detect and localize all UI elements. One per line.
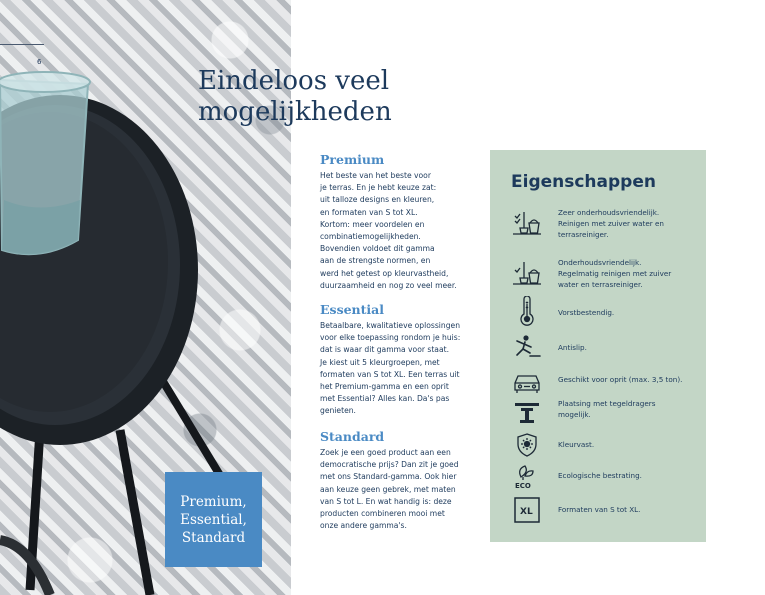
body-line: je terras. En je hebt keuze zat: (320, 183, 437, 193)
section-essential (320, 302, 485, 429)
xl-size-icon (512, 497, 542, 523)
property-line: Onderhoudsvriendelijk. (558, 258, 642, 267)
body-line: en formaten van S tot XL. (320, 207, 418, 217)
sun-shield-icon (512, 432, 542, 458)
body-line: voor elke toepassing rondom je huis: (320, 333, 461, 343)
property-line: Geschikt voor oprit (max. 3,5 ton). (558, 375, 683, 384)
section-title: Essential (320, 302, 385, 317)
body-line: aan keuze geen gebrek, met maten (320, 484, 456, 494)
property-text (558, 207, 664, 241)
car-icon (512, 369, 542, 395)
eco-icon-label: ECO (515, 482, 531, 489)
body-line: Bovendien voldoet dit gamma (320, 244, 435, 254)
properties-title: Eigenschappen (511, 172, 656, 192)
body-line: uit talloze designs en kleuren, (320, 195, 435, 205)
slipping-person-icon (512, 334, 542, 360)
body-line: democratische prijs? Dan zit je goed (320, 460, 459, 470)
property-text (558, 374, 682, 385)
body-line: met Essential? Alles kan. Da's pas (320, 394, 450, 404)
body-line: van S tot L. En wat handig is: deze (320, 496, 452, 506)
thermometer-icon (512, 296, 542, 326)
body-line: werd het getest op kleurvastheid, (320, 268, 449, 278)
body-line: Zoek je een goed product aan een (320, 448, 451, 457)
section-body (320, 447, 485, 532)
section-body (320, 320, 485, 418)
body-line: Betaalbare, kwalitatieve oplossingen (320, 321, 461, 330)
property-text (558, 398, 655, 420)
page-title-line: Eindeloos veel (198, 66, 390, 96)
range-label-line: Premium, (180, 493, 247, 510)
property-line: Zeer onderhoudsvriendelijk. (558, 208, 660, 217)
body-line: met ons Standard-gamma. Ook hier (320, 472, 457, 482)
body-line: producten combineren mooi met (320, 509, 445, 519)
property-line: Formaten van S tot XL. (558, 505, 641, 514)
range-label-box (165, 472, 262, 567)
tile-pedestal-icon (512, 400, 542, 426)
property-line: Vorstbestendig. (558, 308, 615, 317)
property-line: water en terrasreiniger. (558, 280, 643, 290)
body-line: onze andere gamma's. (320, 521, 407, 531)
body-line: Kortom: meer voordelen en (320, 219, 425, 229)
property-line: Plaatsing met tegeldragers (558, 399, 656, 408)
range-label-line: Standard (181, 529, 246, 546)
section-title: Premium (320, 152, 385, 167)
xl-icon-label: XL (520, 507, 533, 517)
section-body (320, 170, 485, 292)
body-line: duurzaamheid en nog zo veel meer. (320, 280, 457, 290)
properties-panel (490, 150, 706, 542)
property-text (558, 342, 587, 353)
property-line: Kleurvast. (558, 440, 595, 449)
property-text (558, 307, 614, 318)
body-line: aan de strengste normen, en (320, 256, 431, 266)
range-label-line: Essential, (180, 511, 247, 528)
property-line: Antislip. (558, 343, 587, 352)
property-line: mogelijk. (558, 410, 591, 420)
property-text (558, 504, 640, 515)
body-line: genieten. (320, 406, 356, 416)
range-descriptions (320, 152, 485, 532)
body-line: combinatiemogelijkheden. (320, 232, 421, 242)
property-text (558, 470, 642, 481)
body-line: Je kiest uit 5 kleurgroepen, met (320, 357, 440, 367)
property-line: Ecologische bestrating. (558, 471, 642, 480)
cleaning-bucket-icon (512, 260, 542, 286)
property-line: Reinigen met zuiver water en (558, 219, 664, 229)
body-line: dat is waar dit gamma voor staat. (320, 345, 450, 355)
property-line: terrasreiniger. (558, 230, 609, 240)
body-line: formaten van S tot XL. Een terras uit (320, 369, 460, 379)
body-line: het Premium-gamma en een oprit (320, 382, 449, 392)
eco-leaf-icon (512, 463, 542, 489)
page-title (198, 66, 392, 128)
page-number: 6 (37, 58, 42, 66)
section-title: Standard (320, 429, 385, 444)
property-text (558, 439, 594, 450)
property-text (558, 257, 671, 291)
section-premium (320, 152, 485, 302)
cleaning-bucket-icon (512, 210, 542, 236)
body-line: Het beste van het beste voor (320, 171, 431, 180)
page-title-line: mogelijkheden (198, 97, 392, 127)
section-standard (320, 429, 485, 532)
property-line: Regelmatig reinigen met zuiver (558, 269, 672, 279)
